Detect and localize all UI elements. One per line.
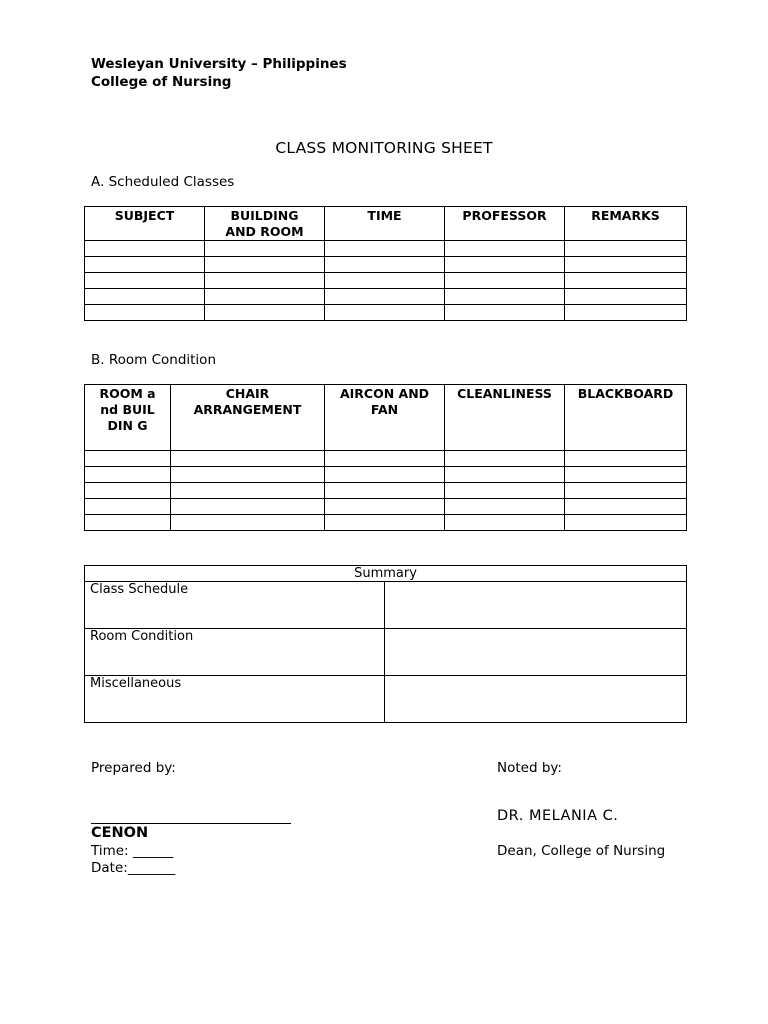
table-cell[interactable] xyxy=(445,273,565,289)
table-cell[interactable] xyxy=(325,451,445,467)
table-cell[interactable] xyxy=(85,273,205,289)
noter-name: DR. MELANIA C. xyxy=(497,808,619,824)
room-condition-table xyxy=(84,384,687,531)
table-cell[interactable] xyxy=(85,515,171,531)
table-cell[interactable] xyxy=(85,483,171,499)
table-cell[interactable] xyxy=(565,467,687,483)
signature-line[interactable] xyxy=(91,823,291,824)
column-header-room-building: ROOM and BUILDIN G xyxy=(85,385,171,451)
table-cell[interactable] xyxy=(445,499,565,515)
noted-by-label: Noted by: xyxy=(497,760,562,776)
noter-title: Dean, College of Nursing xyxy=(497,843,666,859)
summary-row xyxy=(85,676,687,723)
table-cell[interactable] xyxy=(325,257,445,273)
table-cell[interactable] xyxy=(171,499,325,515)
table-cell[interactable] xyxy=(565,257,687,273)
table-header-row xyxy=(85,385,687,451)
preparer-name: CENON xyxy=(91,825,149,841)
table-cell[interactable] xyxy=(205,257,325,273)
table-row xyxy=(85,515,687,531)
table-cell[interactable] xyxy=(171,467,325,483)
column-header-blackboard: BLACKBOARD xyxy=(565,385,687,451)
time-field[interactable]: Time: ______ xyxy=(91,843,174,859)
table-cell[interactable] xyxy=(565,483,687,499)
table-row xyxy=(85,305,687,321)
section-b-heading: B. Room Condition xyxy=(91,352,217,368)
table-row xyxy=(85,451,687,467)
table-cell[interactable] xyxy=(565,273,687,289)
summary-row xyxy=(85,629,687,676)
table-cell[interactable] xyxy=(325,467,445,483)
table-cell[interactable] xyxy=(325,305,445,321)
table-cell[interactable] xyxy=(325,483,445,499)
table-cell[interactable] xyxy=(85,289,205,305)
table-row xyxy=(85,499,687,515)
table-cell[interactable] xyxy=(565,451,687,467)
table-header-row xyxy=(85,207,687,241)
table-row xyxy=(85,257,687,273)
table-cell[interactable] xyxy=(565,289,687,305)
table-cell[interactable] xyxy=(325,241,445,257)
university-name: Wesleyan University – Philippines xyxy=(91,56,347,72)
table-cell[interactable] xyxy=(171,515,325,531)
table-row xyxy=(85,241,687,257)
table-cell[interactable] xyxy=(565,515,687,531)
table-cell[interactable] xyxy=(445,257,565,273)
table-cell[interactable] xyxy=(445,241,565,257)
table-cell[interactable] xyxy=(565,305,687,321)
table-cell[interactable] xyxy=(445,451,565,467)
summary-header-row xyxy=(85,566,687,582)
table-row xyxy=(85,483,687,499)
table-cell[interactable] xyxy=(85,257,205,273)
table-cell[interactable] xyxy=(85,499,171,515)
table-row xyxy=(85,467,687,483)
summary-label-class-schedule: Class Schedule xyxy=(85,582,385,629)
page-title: CLASS MONITORING SHEET xyxy=(275,139,493,157)
summary-row xyxy=(85,582,687,629)
column-header-time: TIME xyxy=(325,207,445,241)
column-header-professor: PROFESSOR xyxy=(445,207,565,241)
prepared-by-label: Prepared by: xyxy=(91,760,176,776)
college-name: College of Nursing xyxy=(91,74,232,90)
table-cell[interactable] xyxy=(171,451,325,467)
summary-value-miscellaneous[interactable] xyxy=(385,676,687,723)
table-cell[interactable] xyxy=(565,499,687,515)
table-cell[interactable] xyxy=(445,483,565,499)
scheduled-classes-table xyxy=(84,206,687,321)
table-cell[interactable] xyxy=(565,241,687,257)
table-cell[interactable] xyxy=(85,241,205,257)
table-cell[interactable] xyxy=(445,305,565,321)
table-cell[interactable] xyxy=(171,483,325,499)
table-cell[interactable] xyxy=(85,451,171,467)
date-field[interactable]: Date:_______ xyxy=(91,860,176,876)
column-header-chair-arrangement: CHAIR ARRANGEMENT xyxy=(171,385,325,451)
column-header-cleanliness: CLEANLINESS xyxy=(445,385,565,451)
summary-heading: Summary xyxy=(85,566,687,582)
table-row xyxy=(85,289,687,305)
summary-table xyxy=(84,565,687,723)
table-cell[interactable] xyxy=(205,305,325,321)
table-cell[interactable] xyxy=(325,273,445,289)
table-cell[interactable] xyxy=(325,515,445,531)
column-header-aircon-fan: AIRCON AND FAN xyxy=(325,385,445,451)
table-cell[interactable] xyxy=(445,289,565,305)
table-cell[interactable] xyxy=(325,499,445,515)
summary-value-room-condition[interactable] xyxy=(385,629,687,676)
summary-label-room-condition: Room Condition xyxy=(85,629,385,676)
table-cell[interactable] xyxy=(445,515,565,531)
column-header-building-room: BUILDING AND ROOM xyxy=(205,207,325,241)
column-header-remarks: REMARKS xyxy=(565,207,687,241)
table-cell[interactable] xyxy=(85,467,171,483)
summary-label-miscellaneous: Miscellaneous xyxy=(85,676,385,723)
table-cell[interactable] xyxy=(205,289,325,305)
table-row xyxy=(85,273,687,289)
column-header-subject: SUBJECT xyxy=(85,207,205,241)
section-a-heading: A. Scheduled Classes xyxy=(91,174,235,190)
table-cell[interactable] xyxy=(85,305,205,321)
table-cell[interactable] xyxy=(445,467,565,483)
table-cell[interactable] xyxy=(205,241,325,257)
table-cell[interactable] xyxy=(325,289,445,305)
table-cell[interactable] xyxy=(205,273,325,289)
summary-value-class-schedule[interactable] xyxy=(385,582,687,629)
